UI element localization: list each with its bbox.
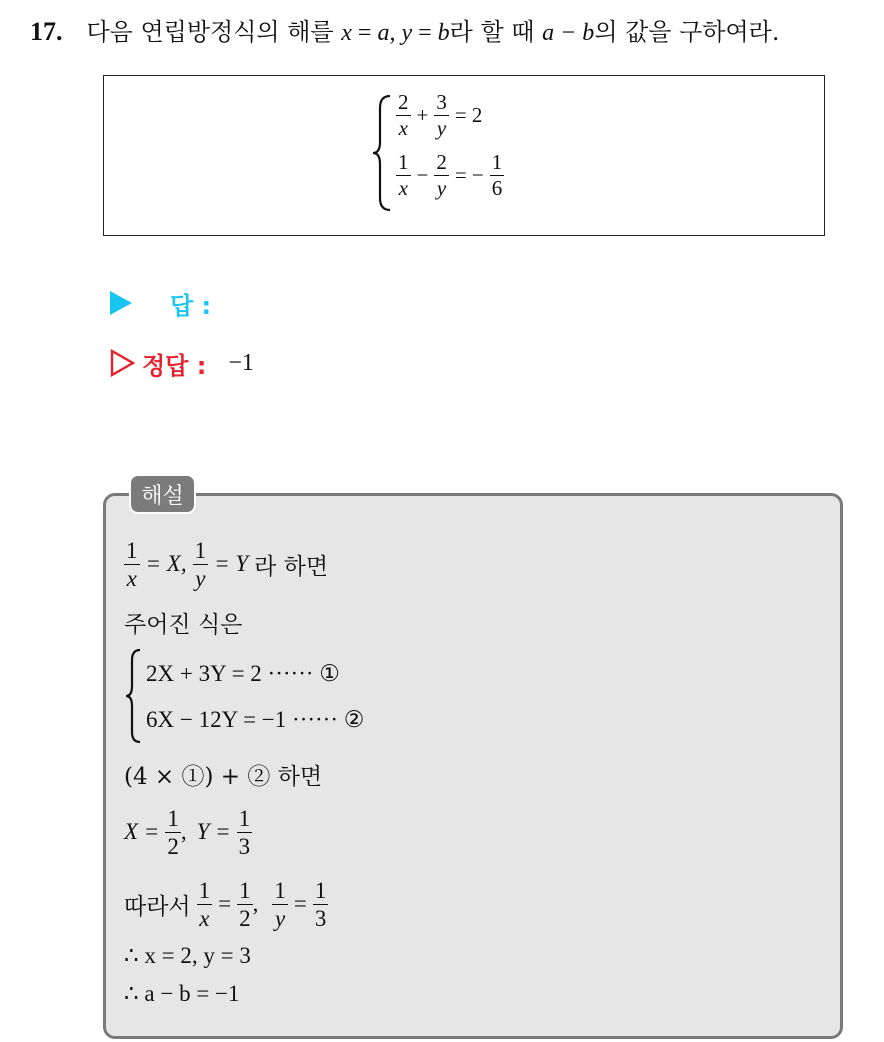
fraction: $\frac{3}{y}$ [436, 90, 447, 140]
correct-answer-row [110, 343, 254, 383]
fraction: $\frac{1}{2}$ [167, 805, 179, 859]
system-row-2: $\frac{1}{x}$ − $\frac{2}{y}$ = − $\frac{1}{6}$ [398, 150, 503, 200]
cond-b: b [437, 20, 450, 46]
fraction: $\frac{1}{x}$ [398, 150, 409, 200]
explanation-line-2: 주어진 식은 [124, 611, 243, 638]
answer-row [110, 283, 211, 323]
fraction: $\frac{1}{y}$ [274, 877, 286, 931]
fraction: $\frac{2}{x}$ [398, 90, 409, 140]
explanation-tag: 해설 [129, 474, 196, 514]
question-number: 17. [30, 17, 63, 46]
fraction: $\frac{1}{6}$ [491, 150, 503, 200]
fraction: $\frac{1}{3}$ [314, 877, 327, 931]
outline-triangle-icon [110, 349, 136, 377]
question-line: 17. 다음 연립방정식의 해를 x = a, y = b라 할 때 a − b의 값을 구하여라. [30, 17, 780, 46]
fraction: $\frac{1}{x}$ [126, 537, 138, 591]
explanation-line-1: $\frac{1}{x}$ = X, $\frac{1}{y}$ = Y 라 하면 [126, 537, 329, 591]
cond-y: y [401, 20, 413, 46]
question-text-after: 의 값을 구하여라. [594, 18, 780, 46]
correct-answer-value: −1 [228, 349, 254, 376]
explanation-line-5: 따라서 $\frac{1}{x}$ = $\frac{1}{2}$ , $\frac{1}{y}$ = $\frac{1}{3}$ [124, 877, 327, 931]
fraction: $\frac{2}{y}$ [436, 150, 447, 200]
question-text-mid: 라 할 때 [449, 18, 535, 46]
equation-system-box [103, 75, 825, 236]
equation-2: 6X − 12Y = −1 ······ ② [146, 707, 365, 732]
explanation-line-4: X = $\frac{1}{2}$ , Y = $\frac{1}{3}$ [124, 805, 251, 859]
fraction: $\frac{1}{2}$ [239, 877, 251, 931]
equation-1: 2X + 3Y = 2 ······ ① [146, 661, 340, 686]
left-brace-icon [372, 94, 392, 212]
explanation-line-3: (4 × ①) + ② 하면 [124, 763, 323, 790]
fraction: $\frac{1}{x}$ [198, 877, 211, 931]
fraction: $\frac{1}{y}$ [194, 537, 207, 591]
system-row-1: $\frac{2}{x}$ + $\frac{3}{y}$ = 2 [398, 90, 483, 140]
answer-label: 답 : [170, 291, 212, 320]
fraction: $\frac{1}{3}$ [238, 805, 251, 859]
cond-a: a [377, 20, 390, 46]
question-text-before: 다음 연립방정식의 해를 [86, 18, 334, 46]
correct-answer-label: 정답 : [142, 351, 207, 380]
explanation-line-7: ∴ a − b = −1 [124, 981, 240, 1006]
left-brace-icon [124, 648, 142, 744]
question-expr: a − b [542, 20, 595, 46]
explanation-line-6: ∴ x = 2, y = 3 [124, 943, 251, 968]
play-triangle-icon [110, 291, 132, 315]
cond-x: x [341, 20, 352, 46]
